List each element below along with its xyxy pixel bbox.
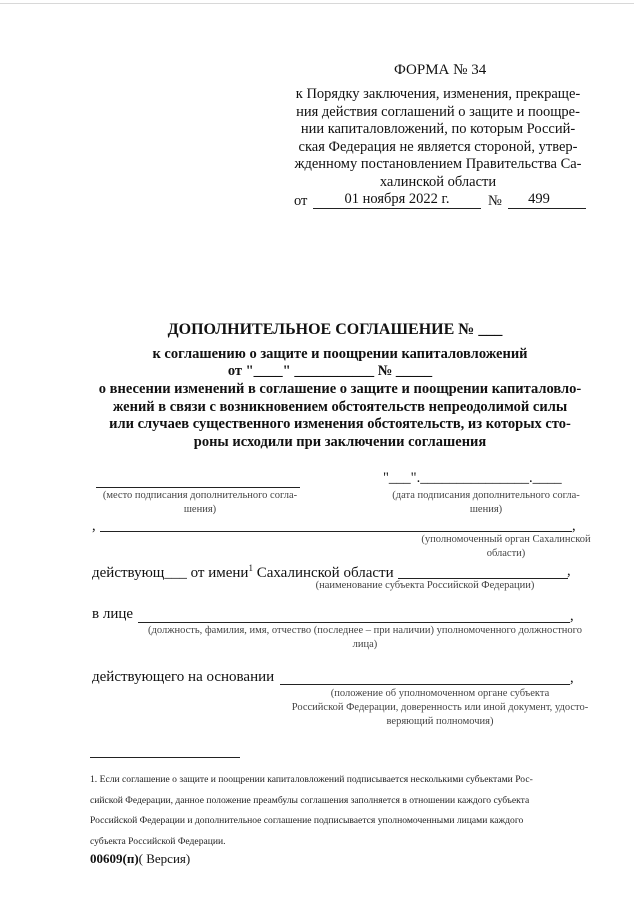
- header-line: жденному постановлением Правительства Са-: [294, 156, 582, 173]
- document-code-line: [90, 851, 190, 867]
- footnote-separator: [90, 757, 240, 758]
- header-line: ния действия соглашений о защите и поощре-: [296, 103, 580, 120]
- agreement-description: [86, 381, 594, 451]
- approval-number: 499: [528, 191, 550, 207]
- date-blank: "___"._______________.____: [383, 470, 562, 486]
- agreement-subtitle: к соглашению о защите и поощрении капиталовложений: [152, 346, 528, 362]
- comma-tail: ,: [572, 518, 576, 534]
- form-number: ФОРМА № 34: [394, 62, 487, 78]
- footnote-mark: 1: [248, 563, 253, 573]
- place-caption: (место подписания дополнительного согла- шения): [102, 490, 298, 515]
- authorized-body-blank: [100, 531, 572, 532]
- acting-tail: ,: [567, 563, 571, 579]
- represented-tail: ,: [570, 608, 574, 624]
- basis-tail: ,: [570, 670, 574, 686]
- place-blank: [96, 487, 300, 488]
- agreement-date-line: от "____" ___________ № _____: [227, 363, 433, 379]
- header-block: [286, 86, 590, 192]
- description-line: о внесении изменений в соглашение о защите и поощрении капиталовло-: [98, 381, 582, 397]
- scan-edge: [0, 3, 634, 4]
- acting-region: Сахалинской области: [256, 565, 394, 581]
- basis-caption: (положение об уполномоченном органе субъекта Российской Федерации, доверенность или иной документ, удосто- веряющий полномочия): [291, 688, 589, 727]
- acting-caption: (наименование субъекта Российской Федерации): [315, 580, 535, 591]
- agreement-title: ДОПОЛНИТЕЛЬНОЕ СОГЛАШЕНИЕ № ___: [167, 321, 503, 338]
- footnote-text: 1. Если соглашение о защите и поощрении капиталовложений подписывается несколькими субъектами Рос- сийской Федерации, данное положение преамбулы соглашения заполняется в отношении каждого субъекта Российской Федерации и дополнительное соглашение подписывается уполномоченными лицами каждого субъекта Российской Федерации.: [90, 774, 533, 847]
- authorized-body-caption: (уполномоченный орган Сахалинской области): [421, 534, 591, 559]
- description-line: роны исходили при заключении соглашения: [193, 433, 487, 450]
- represented-caption: (должность, фамилия, имя, отчество (последнее – при наличии) уполномоченного должностного лица): [148, 625, 582, 650]
- document-code: 00609(п): [90, 851, 139, 866]
- comma-lead: ,: [92, 518, 96, 534]
- description-line: жений в связи с возникновением обстоятельств непреодолимой силы: [112, 398, 568, 415]
- header-line: нии капиталовложений, по которым Россий-: [300, 121, 576, 138]
- header-line: халинской области: [379, 173, 497, 190]
- represented-blank: [138, 622, 570, 623]
- basis-blank: [280, 684, 570, 685]
- document-version: ( Версия): [138, 851, 191, 866]
- description-line: или случаев существенного изменения обстоятельств, из которых сто-: [109, 416, 571, 432]
- approval-date: 01 ноября 2022 г.: [344, 191, 450, 207]
- represented-label: в лице: [92, 606, 134, 622]
- approval-number-label: №: [488, 193, 502, 209]
- approval-from-label: от: [294, 193, 308, 209]
- header-line: ская Федерация не является стороной, утвер-: [298, 138, 578, 155]
- basis-label: действующего на основании: [92, 669, 275, 685]
- header-line: к Порядку заключения, изменения, прекраще-: [295, 86, 581, 102]
- acting-label: действующ___ от имени: [92, 565, 249, 581]
- date-caption: (дата подписания дополнительного согла- шения): [392, 490, 580, 515]
